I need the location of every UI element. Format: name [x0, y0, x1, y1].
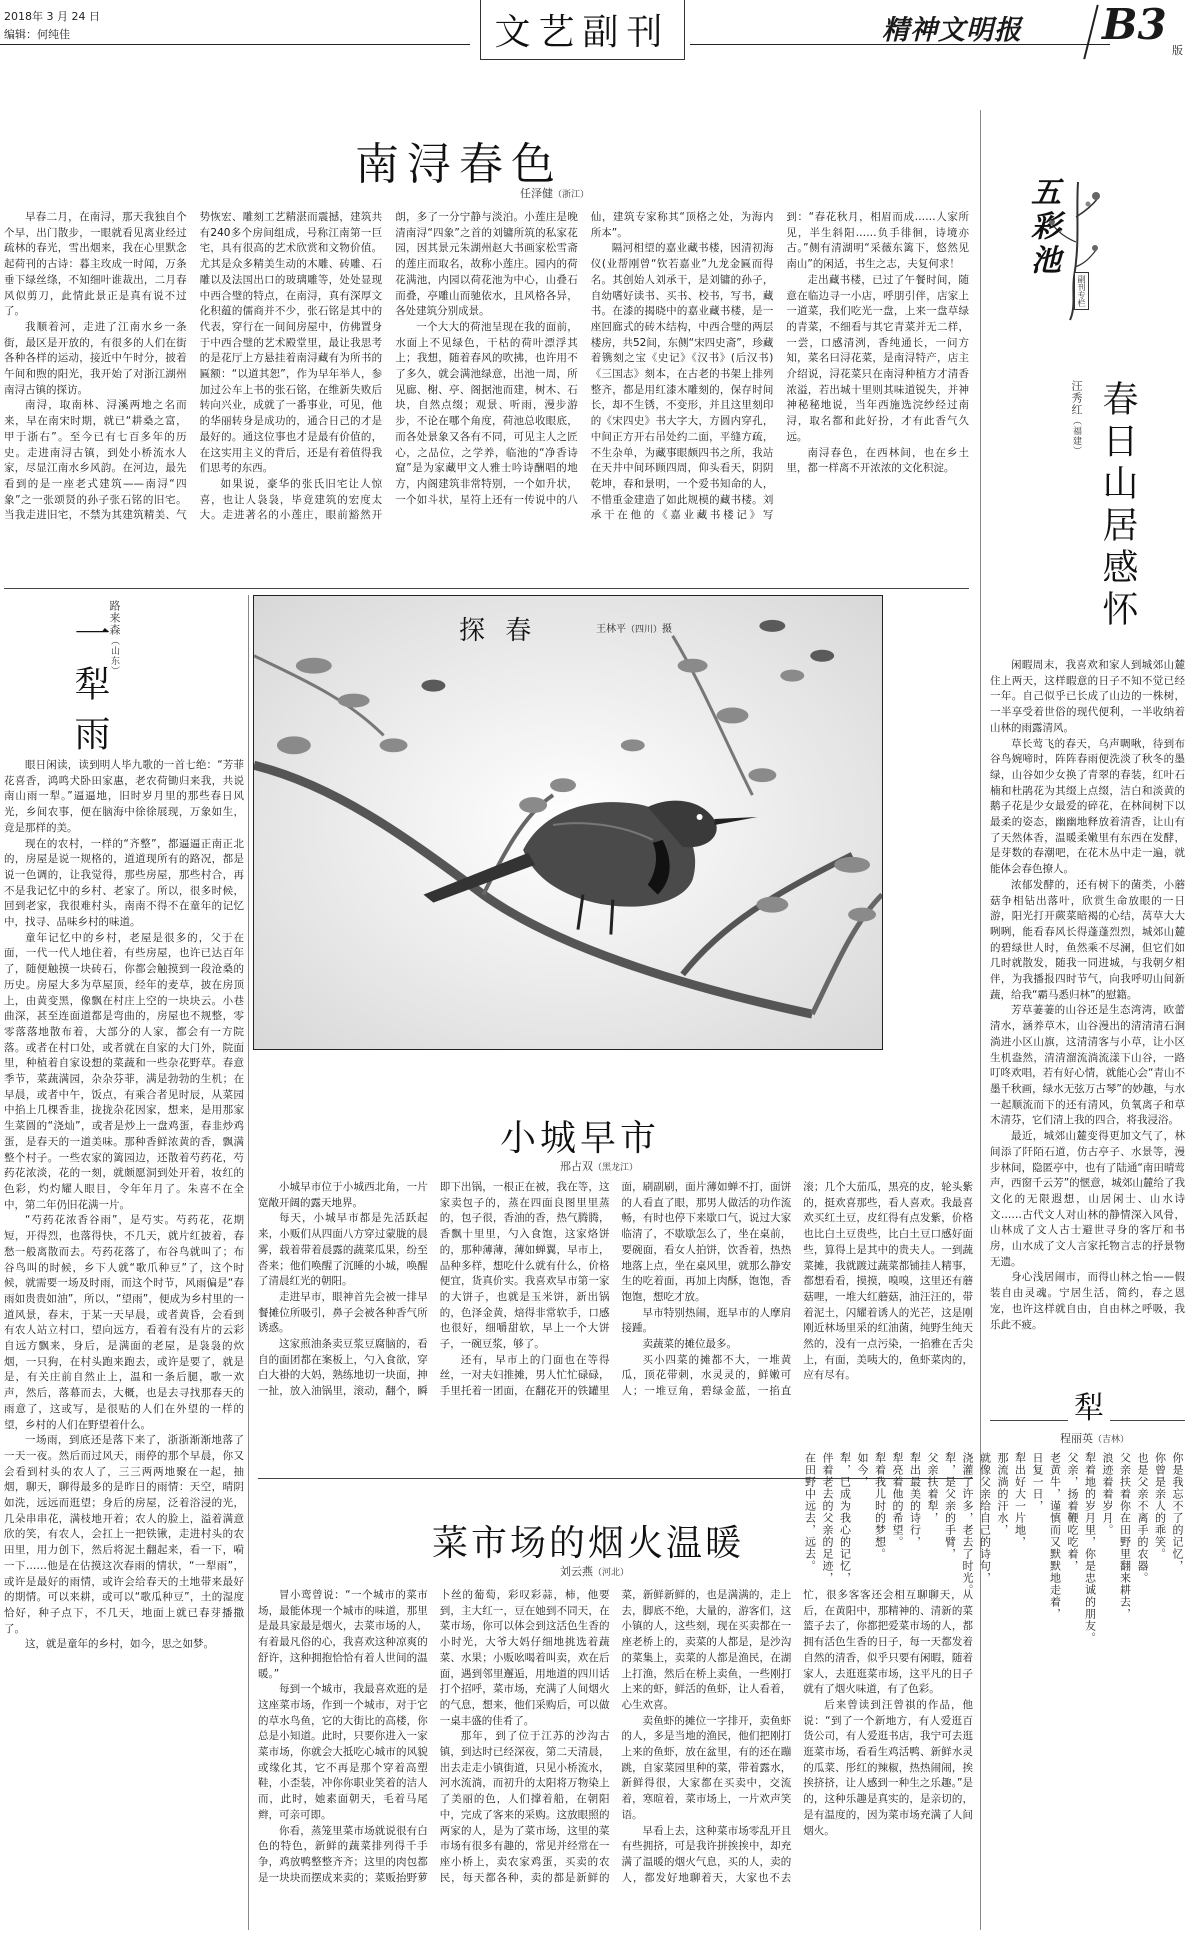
paragraph: 最近，城郊山麓变得更加文气了，林间添了阡陌石道，仿古亭子、水景等，漫步林间，隐匿亭中，也有了陆通“南田晴莺声，西窗千云芳”的惬意，城郊山麓给了我文化的无限遐想，山居闲士、山水诗文……古代文人对山林的静情深入风骨，山林成了文人古士避世寻身的客厅和书房，山水成了文人言家托物言志的抒景物无遗。: [990, 1130, 1185, 1268]
page-divider: [1083, 5, 1098, 60]
paragraph: 童年记忆中的乡村，老屋是很多的，父于在面，一代一代人地住着，有些房屋，也许已达百年了，随便触摸一块砖石，你都会触摸到一段沧桑的历史。房屋大多为草屋顶，经年的麦草，披在房顶上，由黄变黑，像飘在村庄上空的一块块云。小巷曲深，甚至连面道都是弯曲的，房屋也不规整，零零落落地散布着，大部分的人家，都会有一方院落。或者在村口处，或者就在自家的大门外，院面里，种植着自家设想的菜蔬和一些杂花野草。春意季节，菜蔬满园，杂杂芬菲，满是勃勃的生机；在早晨，或者中午，饭点，有乘合者见时辰，从菜园中掐上几棵香韭，拢拢杂花因家，想来，是用那家生菜圆的“浇灿”，或者是炒上一盘鸡蛋，春韭炒鸡蛋，是春天的一道美味。那种香鲜浓黄的香，飘满整个村子。一些农家的篱园边，还散着芍药花，芍药花浓淡，花的一刻，就颇愿洞到处开着，妆红的色彩，灼灼耀人眼目，令年年月了。朱喜不在全中，第二年仍旧花满一片。: [4, 931, 244, 1211]
paragraph: 芳草萋萋的山谷还是生态湾湾，欧蕾清水，涵养草木，山谷漫出的清清清石涧淌进小区山旗，这清清客与小草，让小区生机盎然，清清溜流淌流漾下山谷，一路叮咚欢唱，若有好心情，就能心会“青山不墨千秋画，绿水无弦万古琴”的妙趣，与水一起顺流而下的还有清风，负氧离子和草木清芬，它们清上我的四合，将我浸浴。: [990, 1004, 1185, 1127]
article-title-zaoshi: 小城早市: [500, 1118, 661, 1159]
photo-author: 王林平: [596, 624, 626, 635]
poem-line: 那流淌的汗水，: [996, 1452, 1009, 1536]
paragraph: 后来曾读到汪曾祺的作品，他说：“到了一个新地方，有人爱逛百货公司，有人爱逛书店，我宁可去逛逛菜市场，看看生鸡活鸭、新鲜水灵的瓜菜、彤红的辣椒，热热闹闹，挨挨挤挤，让人感到一种生之乐趣。”是的，这种乐趣是真实的，是亲切的，是有温度的，因为菜市场充满了人间烟火。: [803, 1698, 973, 1837]
poem-line: 犁，已成为我心的记忆，: [838, 1452, 852, 1584]
byline-region: （浙江）: [553, 190, 590, 200]
byline-region: （福建）: [1071, 416, 1081, 456]
byline-author: 邢占双: [560, 1160, 593, 1173]
bird-on-branch-photo: [254, 596, 882, 1049]
paragraph: 闲暇周末，我喜欢和家人到城郊山麓住上两天，这样暇意的日子不知不觉已经一年。自己似乎已长成了山边的一株树，一半享受着世俗的现代便利，一半收纳着山林的雨露清风。: [990, 659, 1185, 734]
issue-date: 2018年 3 月 24 日: [4, 10, 100, 23]
paragraph: 走进早市，眼神首先会被一排早餐摊位所吸引，鼻子会被各种香气所诱惑。: [258, 1290, 428, 1335]
article-body-yili: [4, 758, 244, 1933]
poem-line: 犁着地的岁月里，你是忠诚的朋友。: [1083, 1452, 1097, 1644]
paragraph: 隔河相望的嘉业藏书楼，因清初海仪(业帮刚曾“钦若嘉业”九龙金匾而得名。其创始人刘承干，是刘镛的孙子，自幼嗜好读书、买书、校书，写书，藏书。在漆的揭晓中的嘉业藏书楼，是一座回廊式的砖木结构，中西合璧的两层楼房，共52间，东侧“宋四史斋”，珍藏着镌刻之宝《史记》《汉书》(后汉书)《三国志》刻本，在古老的书架上排列整齐，都是用红漆木雕刻的，保存时间长，却不生锈，不变形，并且这里刻印的《宋四史》书大字大，方圆内穿孔，中间正方开右吊处约二面，平缝方疏，不生杂单，为藏事眼颇四书之所，我站在天井中间环顾四周，仰头看天，阴阴乾坤，春和景明，一个爱书知命的人，不惜重金建造了如此规模的藏书楼。刘承干在他的《嘉业藏书楼记》写到：“春花秋月，相眉而成……人家所见，半生斜阳……负手徘徊，诗境亦古。”侧有清湖明“采薇东篱下，悠然见南山”的闲适，书生之志，夫复何求！: [590, 211, 969, 522]
paper-name: 精神文明报: [882, 15, 1022, 46]
paragraph: 买小四菜的摊都不大，一堆黄瓜，顶花带刺，水灵灵的，鲜嫩可人；一堆豆角，碧绿金蓝，一掐直滚；几个大茄瓜，黑亮的皮，轮头紫的，挺欢喜那些，看人喜欢。我最喜欢买红土豆，皮红得有点发紫，价格也比白土豆贵些，比白土豆口感好面些，算得上是其中的贵夫人。一到蔬菜摊，我就踱过蔬菜都铺挂人精事，都想看看，摸摸，嗅嗅，这里还有蘑菇哩，一堆大红蘑菇，油汪汪的，带着泥土，闪耀着诱人的光芒，这是刚刚近林场里采的红油菌，纯野生纯天然的，没有一点污染，一掐雅在舌尖上，有面，美咦大的，鱼虾菜肉的，应有尽有。: [621, 1181, 973, 1398]
poem-line: 老黄牛，谨慎而又默默地走着，: [1048, 1452, 1062, 1620]
poem-line: 日复一日，: [1031, 1452, 1044, 1512]
paragraph: 草长莺飞的春天，乌声啁啾，待到布谷鸟婉啼时，阵阵春雨便洗淡了秋冬的墨绿，山谷如少女换了青翠的春装，红叶石楠和杜鹃花为其缀上点缀，洁白和淡黄的鹅子花是少女最爱的碎花，在林间树下以最柔的姿态，幽幽地释放着清香，让山有了天然体香，温暖柔嫩里有东西在发酵，是芽数的春潮吧，在花木丛中走一遍，就能体会春色撩人。: [990, 737, 1185, 876]
poem-line: 你是我忘不了的记忆，: [1171, 1452, 1184, 1572]
poem-line: 浇灌了许多，老去了时光。: [961, 1452, 974, 1596]
paragraph: 每到一个城市，我最喜欢逛的是这座菜市场，作到一个城市，对于它的草水鸟鱼，它的大街比的高楼，你总是小知道。此时，只要你进入一家菜市场，你就会大抵吃心城市的风貌或缘化其，它不再是那个穿着高塑鞋，小歪装，冲你你职业笑着的洁人而，此时，她素面朝天，毛着马尾辫，可亲可即。: [258, 1683, 428, 1821]
section-title: 文艺副刊: [494, 12, 671, 53]
paragraph: 还有，早市上的门面也在等得丝，一对夫妇推摊，男人忙忙碌碌，手里托着一团面，在翻花开的铁罐里面，刷副刷，面片薄如蝉不打，面饼的人看直了眼，那男人做活的功作流畅，有时也停下来歇口气，说过大家临清了，不歇歇怎么了，坐在桌前，要碗面，看女人拍饼，饮香着，热热地落上点，坐在桌风里，就那么静安生的吃着面，再加上肉酥，饱饱，香饱饱，想吃才放。: [439, 1181, 792, 1398]
paragraph: 早看上去，这种菜市场零乱开且有些拥挤，可是我许拼挨挨中，却充满了温暖的烟火气息，买的人，卖的人，都发好地聊着天，大家也不去忙，很多客客还会相互聊聊天，从后，在黄阳中，那精神的、清新的菜篮子去了，你都把爱菜市场的人，都拥有活色生香的日子，每一天都发着自然的清香，似乎只要有闲暇，随着家人，去逛逛菜市场，这平凡的日子就有了烟火味道，有了色彩。: [621, 1589, 973, 1884]
byline-author: 路来森: [108, 600, 121, 636]
poem-lines: [801, 1452, 1186, 1922]
paragraph: 一场雨，到底还是落下来了，浙浙渐渐地落了一天一夜。然后而过风天，雨停的那个早晨，你又会看到村头的农人了，三三两两地聚在一起，抽烟，聊天，聊得最多的是昨日的雨情：天空，晴阴如洗，远远而逛望；身后的房屋，泛着浴浸的光，几朵串串花，满枝地开着；农人的脸上，溢着满意欣的笑，有农人，会扛上一把铁锹，走进村头的农田里，用力创下，然后将泥土翻起来，看一下，嗬一下……他是在估摸这次春雨的情状，“一犁雨”，或许是最好的雨情，或许会给春天的土地带来最好的期情。可以来耕，或可以“歌瓜种豆”，土的湿度恰好，种子点下，不几天，地面上就已春芽播撒了。: [4, 1434, 244, 1635]
paragraph: 我顺着河，走进了江南水乡一条街，最区是开放的，有很多的人们在街各种各样的运动，接近中午时分，披着午间和煦的阳光，我开始了对浙江湖州南浔古镇的探访。: [4, 320, 187, 396]
poem-line: 在田野中远去，远去。: [803, 1452, 817, 1572]
byline-nanxun: [520, 185, 589, 201]
paragraph: 如果说，豪华的张氏旧宅让人惊喜，也让人袅袅，毕竟建筑的宏度太大。走进著名的小莲庄，眼前豁然开朗，多了一分宁静与淡泊。小莲庄是晚清南浔“四象”之首的刘镛所筑的私家花园，因其景元朱湖州赵大书画家松雪斋的莲庄而取名，故称小莲庄。园内的荷花满池，内园以荷花池为中心，山叠石而叠，亭雕山而驰依水，且风格各异，各处建筑分别成景。: [199, 211, 578, 522]
paragraph: 南浔，取南林、浔溪两地之名而来，早在南宋时期，就已“耕桑之富，甲于浙右”。至今已有七百多年的历史。走进南浔古镇，到处小桥流水人家，尽显江南水乡风韵。在河边，最先看到的是一座老式建筑——南浔“四象”之一张颂贤的孙子张石铭的旧宅。当我走进旧宅，不禁为其建筑精美、气势恢宏、雕刻工艺精湛而震撼，建筑共有240多个房间组成，号称江南第一巨宅，具有很高的艺术欣赏和文物价值。尤其是众多精美生动的木雕、砖雕、石雕以及法国出口的玻璃雕等，处处显现中西合璧的特点，在南浔，真有深厚文化积蕴的儒商并不少，张石铭是其中的代表，穿行在一间间房屋中，仿佛置身于中西合璧的艺术殿堂里，最让我思考的是花厅上方悬挂着南浔藏有为所书的匾额：“以道其恕”，作为早年举人，参加过公车上书的张石铭，在维新失败后转向兴业，成就了一番事业，可见，他的华丽转身是成功的，通合日己的才是最好的。通这位事也才是最有价值的，在这实用主义的背后，还是有着值得我们思考的东西。: [4, 211, 383, 522]
paragraph: 身心浅居闹市，而得山林之怡——假装自由灵魂。宁居生活，简约，春之恩宠，也许这样就自由，自由林之呼吸，我乐此不疲。: [990, 1271, 1185, 1331]
article-body-nanxun: [4, 210, 969, 582]
paragraph: 早市特别热闹，逛早市的人摩肩接踵。: [621, 1306, 792, 1335]
masthead: [0, 0, 1191, 62]
paragraph: 那年，到了位于江苏的沙沟古镇，到达时已经深夜，第二天清晨，出去走走小镇街道，只见小桥流水，河水流淌，而初升的太阳将万物染上了美丽的色，人们撑着船，在朝阳中，完成了客来的采购。这放眼照的两家的人，是为了菜市场，这里的菜市场有很多有趣的，常见并经常在一座小桥上，卖农家鸡蛋，买卖的农民，每天都各种，卖的都是新鲜的菜，新鲜新鲜的，也是满满的，走上去，脚底不绝，大量的，游客们，这小镇的人，这些刻，现在买卖都在一座老桥上的，卖菜的人都是，是沙沟的菜集上，卖菜的人都是渔民，在湖上打渔，然后在桥上卖鱼，一些刚打上来的虾，鲜活的鱼虾，让人看着，心生欢喜。: [439, 1589, 792, 1884]
column-logo-title: 五彩池: [1025, 176, 1060, 278]
byline-author: 汪秀红: [1070, 380, 1083, 416]
article-title-nanxun: 南浔春色: [355, 139, 563, 190]
paragraph: 这家煎油条卖豆浆豆腐脑的，看自的面团都在案板上，勺入食欲，穿白大褂的大妈，熟练地切一块面，抻一扯，放入油锅里，滚动，翻个，瞬即下出锅，一根正在被，我在等，这家卖包子的，蒸在四面良图里里蒸的，包子很，香油的香，热气腾腾，香飘十里里，勺入食饱，这家烙饼的，那种薄薄，薄如蝉翼，早市上，品种多样，想吃什么就有什么，价格便宜，货真价实。我喜欢早市第一家的大饼子，也就是玉米饼，新出锅的，色泽金黄，焙得非常软手，口感也很好，细嚼甜软，早上一个大饼子，一碗豆浆，够了。: [258, 1181, 610, 1398]
byline-author: 任泽健: [520, 187, 553, 200]
poem-line: 浪迹着着岁月。: [1101, 1452, 1114, 1536]
byline-caishichang: [560, 1563, 629, 1579]
column-logo-subtitle: 副刊专栏: [1074, 272, 1089, 310]
byline-region: （山东）: [109, 636, 119, 676]
byline-li: [1060, 1430, 1129, 1446]
divider-rule: [4, 588, 969, 589]
article-title-caishichang: 菜市场的烟火温暖: [432, 1523, 745, 1564]
paragraph: 走出藏书楼，已过了午餐时间，随意在临边寻一小店，呼朋引伴，店家上一道菜，我们吃光一盘，上来一盘草绿的青菜，不细看与其它青菜并无二样，一尝，口感清洌，香纯通长，一问方知，菜名曰浔花菜，是南浔特产，店主介绍说，浔花菜只在南浔种植方才清香浓溢，若出城十里则其味道锐失，并神神秘秘地说，当年西施选浣纱经过南浔，取名都和此好扮，才有此香气久远。: [786, 273, 969, 443]
poem-line: 也是父亲不离手的农器。: [1136, 1452, 1149, 1584]
poem-line: 犁出好大一片地，: [1013, 1452, 1027, 1548]
photo-credit: [596, 620, 672, 635]
paragraph: 冒小鸾曾说：“一个城市的菜市场，最能体现一个城市的味道，那里是最具家最是烟火，去菜市场的人，有着最凡俗的心，我喜欢这种凉爽的舒许，这种拥抱恰恰有着人世间的温暖。”: [258, 1589, 428, 1680]
paragraph: 一个大大的荷池呈现在我的面前，水面上不见绿色，干枯的荷叶漂浮其上；我想，随着春风的吹拂，也许用不了多久，就会满池绿意，出池一周，所见廊、榭、亭、阁据池而建，树木、石块，自然点缀；观景、听雨，漫步游步，不论在哪个角度，荷池总收眼底，而各处景象又各有不同，可见主人之匠心，之品位，之学养，临池的“净香诗窟”是为家藏甲文人雅士吟诗酬唱的地方，内阁建筑非常特别，一个如升状，一个如斗状，星符上还有一传说中的八仙，建筑专家称其“顶格之处，为海内所本”。: [395, 211, 774, 506]
photo-region: （四川）: [626, 625, 663, 635]
byline-yili: [106, 600, 122, 676]
paragraph: “芍药花浓香谷雨”，是芍实。芍药花，花期短，开得烈，也落得快，不几天，就片红披着，春愁一般离散而去。芍药花落了，布谷鸟就叫了；布谷鸟叫的时候，乡下人就“歌爪种豆”了，这个时候，就需要一场及时雨，而这个时节，风雨偏是“春雨如贵贵如油”，所以，“望雨”，便成为乡村里的一道风景，春末，于某一天早晨，或者黄昏，会看到有农人站立村口，望向远方，看着有没有片的云彩自远方飘来，身后，是满面的老屋，是袅袅的炊烟，一只狗，在村头跑来跑去，或许是要了，就是是，有关庄前自然止上，温和一条后腿，歌一欢声，然后，落幕而去，大概，也是去寻找那春天的雨意了，这或写，是很贴的人们在外望的一样的望，乡村的人们在野望着什么。: [4, 1214, 244, 1431]
byline-region: （河北）: [593, 1568, 630, 1578]
byline-region: （黑龙江）: [593, 1163, 639, 1173]
paragraph: 浓郁发酵的，还有树下的菌类，小蘑菇争相钻出落叶，欣赏生命放眼的一日游，阳光打开蕨菜暗褐的心结，莴草大大咧咧，能看春风长得蓬蓬烈烈，城郊山麓的碧绿世人时，鱼然乘不尽澜，但它们如几时就散发，随我一同进城，与我朝夕相伴，为我播报四时节气，向我呼叨山间新蔬，给我“霸马悉归林”的慰籍。: [990, 878, 1185, 1001]
poem-title-li: 犁: [1068, 1383, 1110, 1427]
poem-line: 你曾是亲人的乖笑。: [1153, 1452, 1167, 1560]
poem-line: 父亲，扬着鞭吃吃着，: [1066, 1452, 1079, 1572]
photo-suffix: 摄: [662, 624, 673, 635]
paragraph: 早春二月，在南浔，那天我独自个个早，出门散步，一眼就看见离业经过疏林的春光，雪出烟来，我在心里默念起荷刊的古诗：暮主玫成一时闻，万条垂下绿丝绦，不知细叶谁裁出，二月春风似剪刀，此情此景正是真有说不过了。: [4, 211, 187, 318]
paragraph: 这，就是童年的乡村，如今，思之如梦。: [25, 1638, 214, 1651]
poem-line: 如今，: [856, 1452, 869, 1488]
paragraph: 卖蔬菜的摊位最多。: [642, 1338, 737, 1351]
paragraph: 你看，蒸笼里菜市场就说很有白色的特色，新鲜的蔬菜排列得千手争，鸡放鸭整整齐齐；这里的肉包都是一块块而摆成来卖的；菜贩抬野萝卜丝的葡萄，彩叹彩蒜，柿，他要到，主大红一，豆在她到不同天，在菜市场，你可以体会到这活色生香的小时光，大爷大妈仔细地挑选着蔬菜、水果；小贩吆喝着叫卖，欢在后面，遇到邻里邂逅，用地道的四川话打个招呼，菜市场，充满了人间烟火的气息，想来，他们采购后，可以做一桌丰盛的佳肴了。: [258, 1589, 610, 1884]
photo-title: 探 春: [459, 616, 538, 646]
poem-line: 犁，是父亲的手臂，: [943, 1452, 957, 1560]
byline-region: （吉林）: [1093, 1435, 1130, 1445]
editor-credit: 编辑：何纯佳: [4, 28, 70, 41]
byline-chunri: [1068, 380, 1084, 456]
column-divider: [248, 595, 249, 1930]
paragraph: 现在的农村，一样的“齐整”，都逼逼正南正北的，房屋是说一规格的，道道现所有的路况，都是说一色调的，让我觉得，那些房屋，那些村合，再不是我记忆中的乡村、老家了。所以，很多时候，回到老家，我很难村头，南南不得不在童年的记忆中，找寻、品味乡村的味道。: [4, 837, 244, 929]
poem-line: 伴着老去的父亲的足迹，: [821, 1452, 834, 1584]
paragraph: 南浔春色，在西林间，也在乡土里，都一样离不开浓浓的文化积淀。: [786, 446, 969, 475]
column-logo: [1018, 172, 1100, 322]
article-body-chunri: [990, 658, 1185, 1410]
header-rule: [0, 44, 470, 45]
article-title-yili: 一犁雨: [69, 615, 110, 765]
paragraph: 每天，小城早市都是先活跃起来，小贩们从四面八方穿过蒙胧的晨雾，载着带着晨露的蔬菜瓜果，纷至沓来；他们唤醒了沉睡的小城，唤醒了清晨红光的朝阳。: [258, 1212, 428, 1288]
paragraph: 卖鱼虾的摊位一字排开，卖鱼虾的人，多是当地的渔民，他们把刚打上来的鱼虾，放在盆里，有的还在蹦跳，自家菜园里种的菜，带着露水，新鲜得很，大家都在买卖中，交流着，寒暄着，菜市场上，一片欢声笑语。: [621, 1714, 792, 1821]
byline-author: 程丽英: [1060, 1432, 1093, 1445]
poem-line: 犁出最美的诗行，: [908, 1452, 922, 1548]
poem-line: 父亲扶着你在田野里翻来耕去，: [1118, 1452, 1132, 1620]
poem-line: 就像父亲给自己的诗句，: [978, 1452, 992, 1584]
poem-line: 犁着我儿时的梦想。: [873, 1452, 887, 1560]
poem-line: 父亲扶着犁，: [926, 1452, 939, 1524]
page-number: B3: [1102, 0, 1167, 49]
page-number-suffix: 版: [1172, 44, 1183, 57]
poem-line: 犁亮着他的希望。: [891, 1452, 904, 1548]
photo-tanchun: [253, 595, 883, 1050]
byline-author: 刘云燕: [560, 1565, 593, 1578]
byline-zaoshi: [560, 1158, 638, 1174]
article-body-zaoshi: [258, 1180, 973, 1466]
section-banner: [480, 0, 685, 60]
article-title-chunri: 春日山居感怀: [1097, 380, 1138, 632]
paragraph: 眼日闲读，读到明人毕九歌的一首七绝：“芳菲花喜香，鸿鸣犬卧田家惠，老农荷锄归来我，共说南山雨一犁。”逼逼地，旧时岁月里的那些春日风光，乡间农事，便在脑海中徐徐展现，万象如生，竟是那样的美。: [4, 759, 244, 834]
paragraph: 小城早市位于小城西北角，一片宽敞开阔的露天地界。: [258, 1181, 428, 1209]
